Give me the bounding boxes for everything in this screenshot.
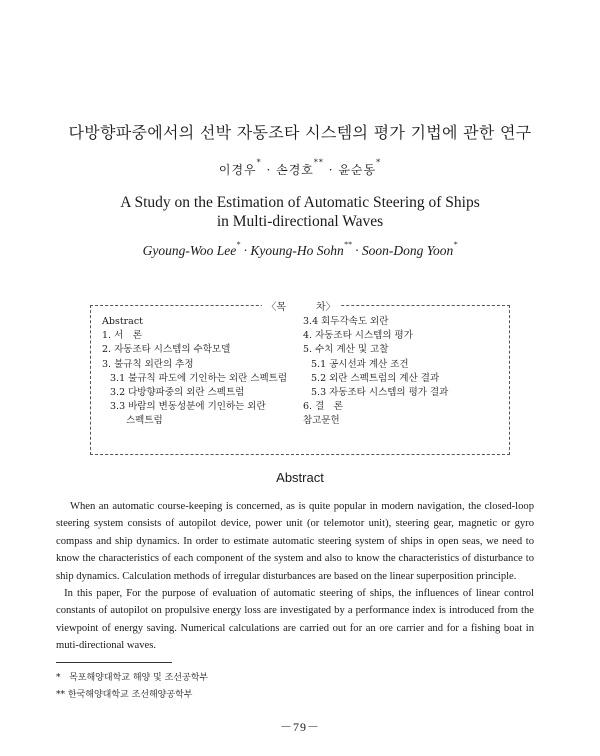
author-affiliation-mark: * — [256, 158, 262, 167]
author-name: Gyoung-Woo Lee — [142, 243, 237, 258]
toc-subitem: 5.1 공시선과 계산 조건 — [311, 358, 409, 370]
title-english-line-1: A Study on the Estimation of Automatic Steering of Ships — [120, 194, 480, 211]
authors-english — [0, 240, 600, 259]
toc-subitem: 5.2 외란 스펙트럼의 계산 결과 — [311, 372, 440, 384]
table-of-contents — [90, 302, 510, 455]
toc-subitem: 3.4 회두각속도 외란 — [303, 316, 389, 327]
footnote-item — [56, 687, 208, 704]
abstract-paragraph-2 — [56, 585, 534, 655]
abstract-paragraph-1: When an automatic course-keeping is concerned, as is quite popular in modern navigation, the closed-loop steering system consists of autopilot device, power unit (or telemotor unit), steering gear, magnetic or gyro compass and ship dynamics. In order to estimate automatic steering system of ships in open seas, we need to know the characteristics of each component of the system and also to know the characteristics of disturbance to ship dynamics. Calculation methods of irregular disturbances are based on the linear superposition principle. — [56, 501, 534, 582]
author-affiliation-mark: * — [376, 158, 382, 167]
toc-item: 3. 불규칙 외란의 추정 — [102, 358, 194, 370]
toc-subitem: 3.2 다방향파중의 외란 스펙트럼 — [110, 387, 245, 399]
toc-subitem-continued: 스펙트럼 — [126, 415, 163, 427]
author-separator: · — [240, 243, 251, 258]
toc-item: 2. 자동조타 시스템의 수학모델 — [102, 344, 231, 356]
footnote-item — [56, 670, 208, 687]
author-name: 이경우 — [218, 163, 257, 177]
paper-title-korean: 다방향파중에서의 선박 자동조타 시스템의 평가 기법에 관한 연구 — [68, 123, 532, 142]
author-affiliation-mark: ** — [343, 240, 352, 249]
author-separator: · — [323, 163, 339, 177]
author-name: Soon-Dong Yoon — [361, 243, 454, 258]
toc-column-right — [303, 315, 448, 429]
author-name: Kyoung-Ho Sohn — [250, 243, 344, 258]
page-number: －79－ — [279, 720, 320, 734]
toc-item: 4. 자동조타 시스템의 평가 — [303, 330, 413, 342]
title-english-line-2: in Multi-directional Waves — [216, 213, 384, 230]
footnotes — [56, 670, 208, 704]
author-separator: · — [261, 163, 277, 177]
footnote-mark: * — [56, 673, 61, 683]
author-separator: · — [351, 243, 362, 258]
toc-item: 참고문헌 — [303, 415, 340, 427]
paper-title-english — [0, 193, 600, 231]
author-affiliation-mark: ** — [313, 158, 324, 167]
author-affiliation-mark: * — [453, 240, 458, 249]
toc-heading-label: 〈목 차〉 — [262, 302, 339, 313]
abstract-paragraph-2-text: In this paper, For the purpose of evaluation of automatic steering of ships, the influences of linear control constants of autopilot on propulsive energy loss are investigated by a performance index is introduced from the viewpoint of energy saving. Numerical calculations are carried out for an ore carrier and for a fishing boat in muti-directional waves. — [56, 588, 535, 652]
author-name: 손경호 — [276, 163, 314, 177]
toc-subitem: 3.1 불규칙 파도에 기인하는 외란 스펙트럼 — [110, 372, 288, 384]
toc-subitem: 5.3 자동조타 시스템의 평가 결과 — [311, 387, 449, 399]
footnote-text: 한국해양대학교 조선해양공학부 — [67, 690, 193, 700]
footnote-mark: ** — [56, 690, 65, 700]
toc-subitem: 3.3 바람의 변동성분에 기인하는 외란 — [110, 401, 266, 413]
toc-heading — [91, 298, 511, 313]
toc-item: 5. 수치 계산 및 고찰 — [303, 344, 389, 356]
footnote-text: 목포해양대학교 해양 및 조선공학부 — [69, 673, 209, 683]
toc-item: 6. 결 론 — [303, 401, 343, 413]
abstract-heading: Abstract — [276, 470, 324, 485]
footnote-rule — [56, 662, 172, 663]
author-affiliation-mark: * — [236, 240, 241, 249]
authors-korean — [0, 158, 600, 178]
toc-column-left — [102, 315, 287, 429]
abstract-body — [56, 498, 534, 655]
author-name: 윤순동 — [338, 163, 377, 177]
toc-item: Abstract — [102, 316, 143, 327]
toc-item: 1. 서 론 — [102, 330, 142, 342]
